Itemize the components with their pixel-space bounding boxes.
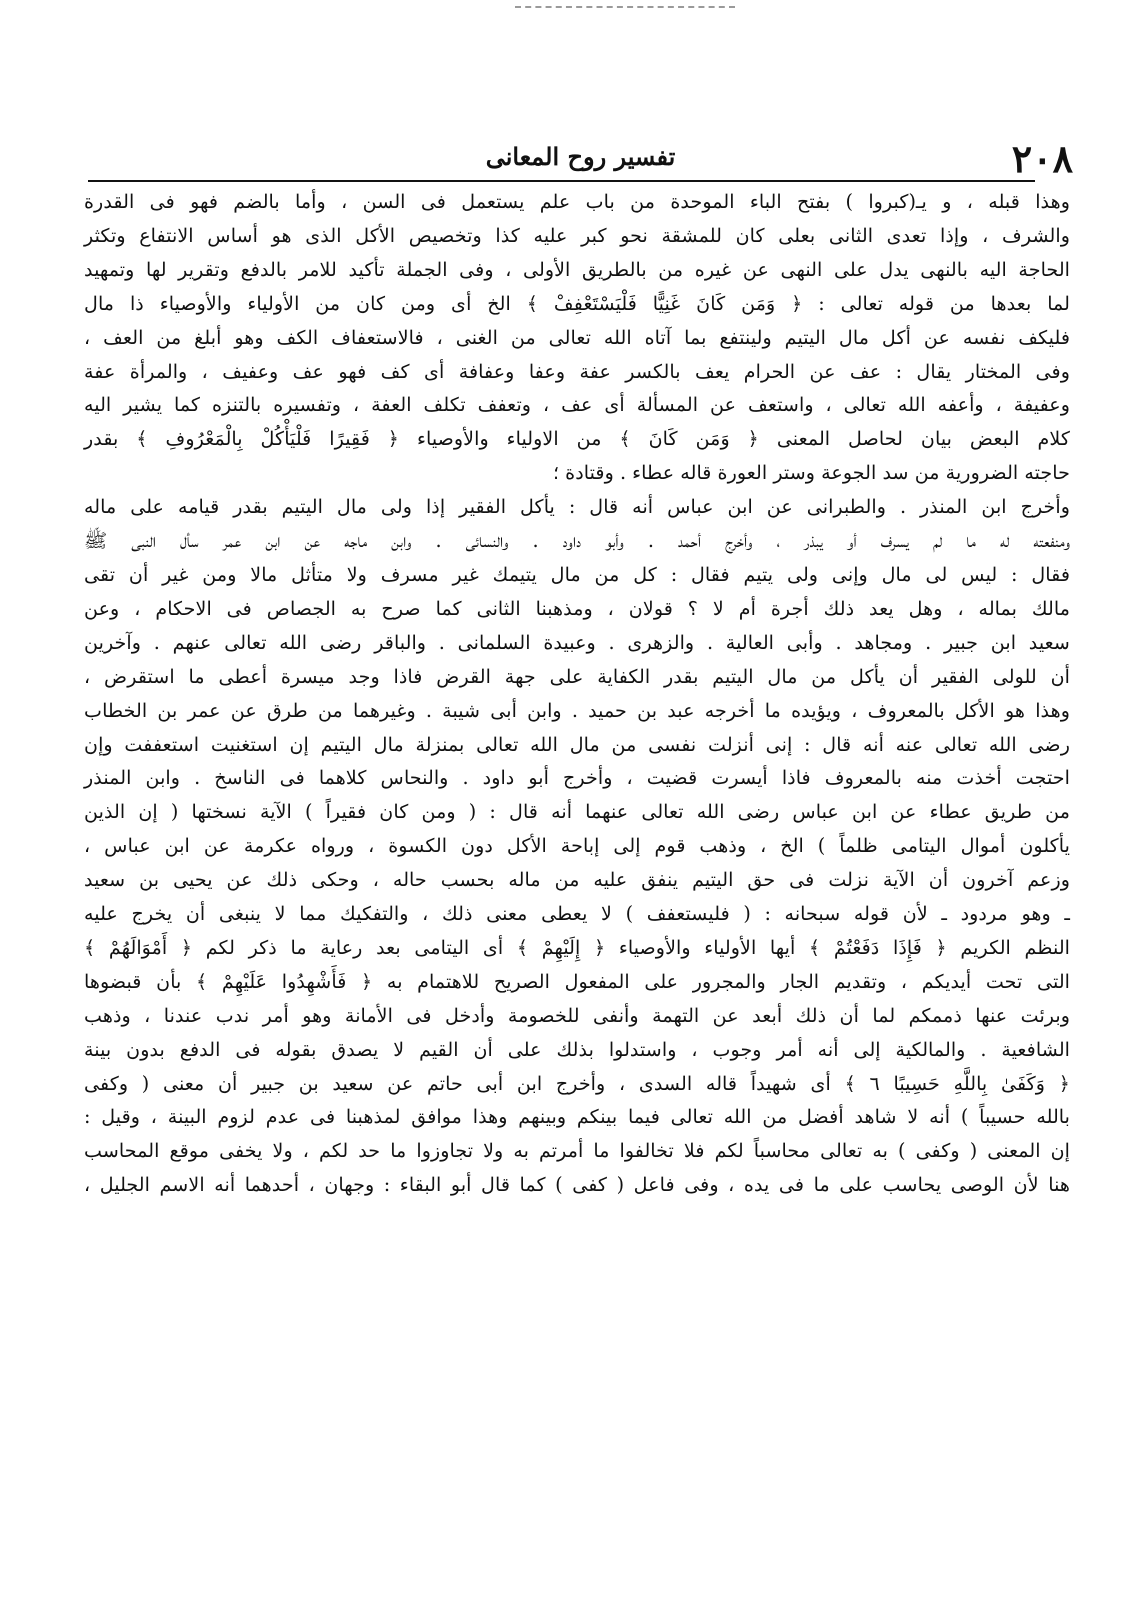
page-body (84, 185, 1070, 1202)
text-line: فقال : ليس لى مال وإنى ولى يتيم فقال : كل من مال يتيمك غير مسرف ولا متأثل مالا ومن غير أن تقى (84, 562, 1070, 586)
text-line: وهذا هو الأكل بالمعروف ، ويؤيده ما أخرجه عبد بن حميد . وابن أبى شيبة . وغيرهما من طرق عن عمر بن الخطاب (84, 698, 1070, 722)
text-line: وهذا قبله ، و يـ(كبروا ) بفتح الباء الموحدة من باب علم يستعمل فى السن ، وأما بالضم فهو فى القدرة (84, 190, 1070, 213)
text-line: النظم الكريم ﴿ فَإِذَا دَفَعْتُمْ ﴾ أيها الأولياء والأوصياء ﴿ إِلَيْهِمْ ﴾ أى اليتامى بعد رعاية ما ذكر لكم ﴿ أَمْوَالَهُمْ ﴾ (84, 935, 1070, 959)
text-line: ـ وهو مردود ـ لأن قوله سبحانه : ( فليستعفف ) لا يعطى معنى ذلك ، والتفكيك مما لا ينبغى أن يخرج عليه (84, 902, 1070, 926)
text-line: فليكف نفسه عن أكل مال اليتيم ولينتفع بما آتاه الله تعالى من الغنى ، فالاستعفاف الكف وهو أبلغ من العف ، (84, 325, 1070, 349)
text-line: لما بعدها من قوله تعالى : ﴿ وَمَن كَانَ غَنِيًّا فَلْيَسْتَعْفِفْ ﴾ الخ أى ومن كان من الأولياء والأوصياء ذا مال (84, 291, 1070, 315)
book-title: تفسير روح المعانى (485, 142, 676, 171)
text-line: ﴿ وَكَفَىٰ بِاللَّهِ حَسِيبًا ٦ ﴾ أى شهيداً قاله السدى ، وأخرج ابن أبى حاتم عن سعيد بن جبير أن معنى ( وكفى (84, 1071, 1070, 1095)
text-line: من طريق عطاء عن ابن عباس رضى الله تعالى عنهما أنه قال : ( ومن كان فقيراً ) الآية نسختها ( إن الذين (84, 800, 1070, 824)
text-line: ومنفعته له ما لم يسرف أو يبذر ، وأخرج أحمد . وأبو داود . والنسائى . وابن ماجه عن ابن عمر سأل النبى ﷺ (84, 529, 1070, 553)
text-line: بالله حسيباً ) أنه لا شاهد أفضل من الله تعالى فيما بينكم وبينهم وهذا موافق لمذهبنا فى عدم لزوم البينة ، وقيل : (84, 1105, 1070, 1129)
text-line: مالك بماله ، وهل يعد ذلك أجرة أم لا ؟ قولان ، ومذهبنا الثانى كما صرح به الجصاص فى الاحكام ، وعن (84, 596, 1070, 620)
text-line: يأكلون أموال اليتامى ظلماً ) الخ ، وذهب قوم إلى إباحة الأكل دون الكسوة ، ورواه عكرمة عن ابن عباس ، (84, 834, 1070, 858)
text-line: التى تحت أيديكم ، وتقديم الجار والمجرور على المفعول الصريح للاهتمام به ﴿ فَأَشْهِدُوا عَلَيْهِمْ ﴾ بأن قبضوها (84, 969, 1070, 993)
text-line: الشافعية . والمالكية إلى أنه أمر وجوب ، واستدلوا بذلك على أن القيم لا يصدق بقوله فى الدفع بدون بينة (84, 1037, 1070, 1061)
text-line: حاجته الضرورية من سد الجوعة وستر العورة قاله عطاء . وقتادة ؛ (552, 461, 1070, 485)
text-line: وفى المختار يقال : عف عن الحرام يعف بالكسر عفة وعفا وعفافة أى كف فهو عف وعفيف ، والمرأة عفة (84, 359, 1070, 383)
text-line: سعيد ابن جبير . ومجاهد . وأبى العالية . والزهرى . وعبيدة السلمانى . والباقر رضى الله تعالى عنهم . وآخرين (84, 630, 1070, 654)
page-number: ٢٠٨ (1011, 136, 1073, 181)
text-line: كلام البعض بيان لحاصل المعنى ﴿ وَمَن كَانَ ﴾ من الاولياء والأوصياء ﴿ فَقِيرًا فَلْيَأْكُلْ بِالْمَعْرُوفِ ﴾ بقدر (84, 427, 1070, 451)
text-line: والشرف ، وإذا تعدى الثانى بعلى كان للمشقة نحو كبر عليه كذا وتخصيص الأكل الذى هو أساس الانتفاع وتكثر (84, 223, 1070, 247)
text-line: الحاجة اليه بالنهى يدل على النهى عن غيره من بالطريق الأولى ، وفى الجملة تأكيد للامر بالدفع وتقرير لها وتمهيد (84, 257, 1070, 281)
text-line: رضى الله تعالى عنه أنه قال : إنى أنزلت نفسى من مال الله تعالى بمنزلة مال اليتيم إن استغنيت استعففت وإن (84, 732, 1070, 756)
text-line: وعفيفة ، وأعفه الله تعالى ، واستعف عن المسألة أى عف ، وتعفف تكلف العفة ، وتفسيره بالتنزه كما يشير اليه (84, 393, 1070, 417)
text-line: إن المعنى ( وكفى ) به تعالى محاسباً لكم فلا تخالفوا ما أمرتم به ولا تجاوزوا ما حد لكم ، ولا يخفى موقع المحاسب (84, 1139, 1070, 1163)
page-header (88, 138, 1073, 182)
text-line: احتجت أخذت منه بالمعروف فاذا أيسرت قضيت ، وأخرج أبو داود . والنحاس كلاهما فى الناسخ . وابن المنذر (84, 766, 1070, 790)
text-line: وزعم آخرون أن الآية نزلت فى حق اليتيم ينفق عليه من ماله بحسب حاله ، وحكى ذلك عن يحيى بن سعيد (84, 868, 1070, 892)
text-line: وأخرج ابن المنذر . والطبرانى عن ابن عباس أنه قال : يأكل الفقير إذا ولى مال اليتيم بقدر قيامه على ماله (84, 495, 1070, 519)
top-dashed-rule (515, 6, 735, 8)
header-rule (88, 180, 1035, 182)
text-line: وبرئت عنها ذممكم لما أن ذلك أبعد عن التهمة وأنفى للخصومة وأدخل فى الأمانة وهو أمر ندب عندنا ، وذهب (84, 1003, 1070, 1027)
text-line: أن للولى الفقير أن يأكل من مال اليتيم بقدر الكفاية على جهة القرض فاذا وجد ميسرة أعطى ما استقرض ، (84, 664, 1070, 688)
text-line: هنا لأن الوصى يحاسب على ما فى يده ، وفى فاعل ( كفى ) كما قال أبو البقاء : وجهان ، أحدهما أنه الاسم الجليل ، (84, 1173, 1070, 1197)
